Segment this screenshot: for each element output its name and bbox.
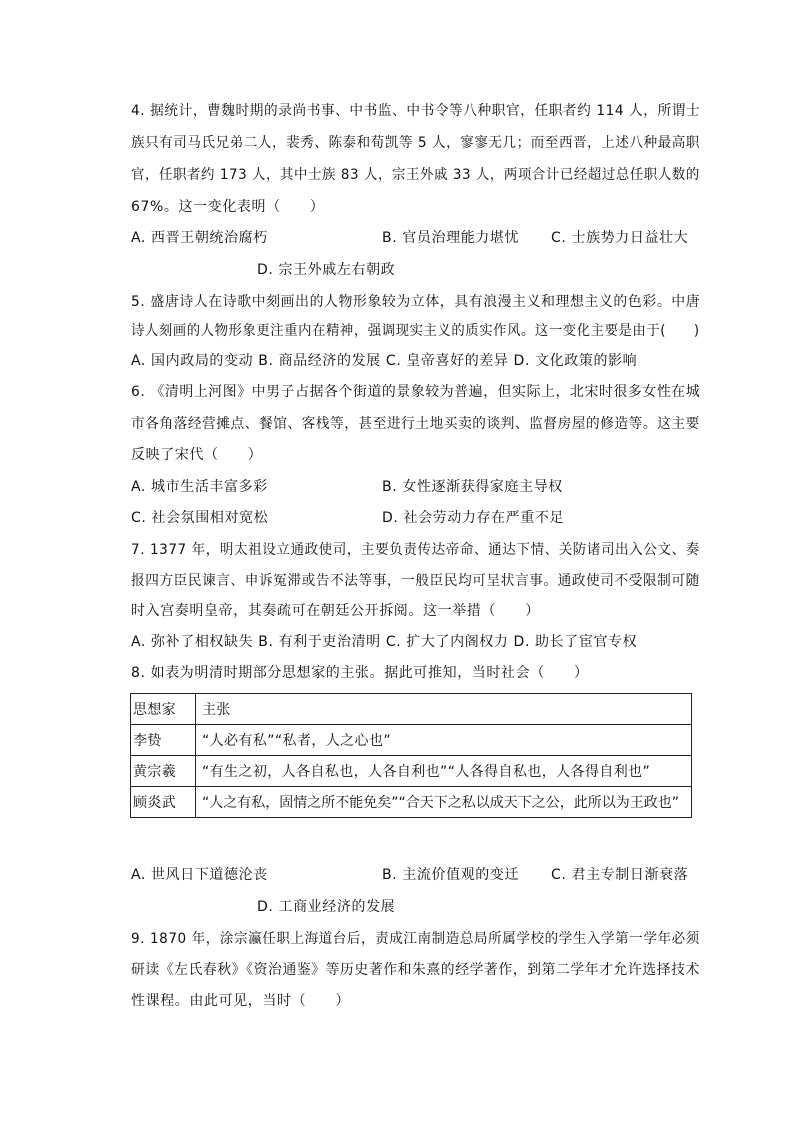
table-cell-thinker: 顾炎武 [131,787,196,818]
table-cell-thinker: 李贽 [131,725,196,756]
q4-line-1: 4. 据统计，曹魏时期的录尚书事、中书监、中书令等八种职官，任职者约 114 人，所谓士 [131,103,701,119]
table-cell-thinker: 黄宗羲 [131,756,196,787]
table-row [131,787,692,818]
table-header-cell: 思想家 [131,694,196,725]
q4-option-d: D. 宗王外戚左右朝政 [257,262,396,278]
q9-line-3: 性课程。由此可见，当时（ ） [131,993,350,1009]
q6-option-d: D. 社会劳动力存在严重不足 [382,510,565,526]
q8-option-d: D. 工商业经济的发展 [257,899,396,915]
q6-line-3: 反映了宋代（ ） [131,447,263,463]
q4-option-b: B. 官员治理能力堪忧 [382,230,520,246]
q7-options: A. 弥补了相权缺失 B. 有利于吏治清明 C. 扩大了内阁权力 D. 助长了宦官专权 [131,634,638,650]
q6-option-b: B. 女性逐渐获得家庭主导权 [382,479,563,495]
q4-option-c: C. 士族势力日益壮大 [551,230,689,246]
q6-option-a: A. 城市生活丰富多彩 [131,479,268,495]
q4-line-2: 族只有司马氏兄弟二人，裴秀、陈泰和荀凯等 5 人，寥寥无几；而至西晋，上述八种最高职 [131,135,700,151]
table-header-row [131,694,692,725]
q7-line-2: 报四方臣民谏言、申诉冤滞或告不法等事，一般臣民均可呈状言事。通政使司不受限制可随 [131,573,700,589]
q9-line-2: 研读《左氏春秋》《资治通鉴》等历史著作和朱熹的经学著作，到第二学年才允许选择技术 [131,962,700,978]
q4-option-a: A. 西晋王朝统治腐朽 [131,230,268,246]
table-cell-claim: “人之有私，固情之所不能免矣”“合天下之私以成天下之公，此所以为王政也” [196,787,692,818]
q4-line-4: 67%。这一变化表明（ ） [131,199,325,215]
table-header-cell: 主张 [196,694,692,725]
table-cell-claim: “人必有私”“私者，人之心也” [196,725,692,756]
q8-stem: 8. 如表为明清时期部分思想家的主张。据此可推知，当时社会（ ） [131,665,589,681]
q7-line-1: 7. 1377 年，明太祖设立通政使司，主要负责传达帝命、通达下情、关防诸司出入公文、奏 [131,542,700,558]
q6-option-c: C. 社会氛围相对宽松 [131,510,269,526]
table-row [131,725,692,756]
q5-options: A. 国内政局的变动 B. 商品经济的发展 C. 皇帝喜好的差异 D. 文化政策的影响 [131,353,638,369]
q6-line-2: 市各角落经营摊点、餐馆、客栈等，甚至进行土地买卖的谈判、监督房屋的修造等。这主要 [131,416,700,432]
q7-line-3: 时入宫奏明皇帝，其奏疏可在朝廷公开拆阅。这一举措（ ） [131,603,540,619]
q5-line-2: 诗人刻画的人物形象更注重内在精神，强调现实主义的质实作风。这一变化主要是由于( ) [131,323,700,339]
q4-line-3: 官，任职者约 173 人，其中士族 83 人，宗王外戚 33 人，两项合计已经超过总任职人数的 [131,167,700,183]
q5-line-1: 5. 盛唐诗人在诗歌中刻画出的人物形象较为立体，具有浪漫主义和理想主义的色彩。中唐 [131,294,701,310]
q8-option-a: A. 世风日下道德沦丧 [131,867,268,883]
table-cell-claim: “有生之初，人各自私也，人各自利也”“人各得自私也，人各得自利也” [196,756,692,787]
q9-line-1: 9. 1870 年，涂宗瀛任职上海道台后，责成江南制造总局所属学校的学生入学第一学年必须 [131,931,700,947]
thinkers-table [130,693,692,818]
q6-line-1: 6. 《清明上河图》中男子占据各个街道的景象较为普遍，但实际上，北宋时很多女性在城 [131,384,701,400]
q8-option-c: C. 君主专制日渐衰落 [551,867,689,883]
table-row [131,756,692,787]
q8-option-b: B. 主流价值观的变迁 [382,867,520,883]
